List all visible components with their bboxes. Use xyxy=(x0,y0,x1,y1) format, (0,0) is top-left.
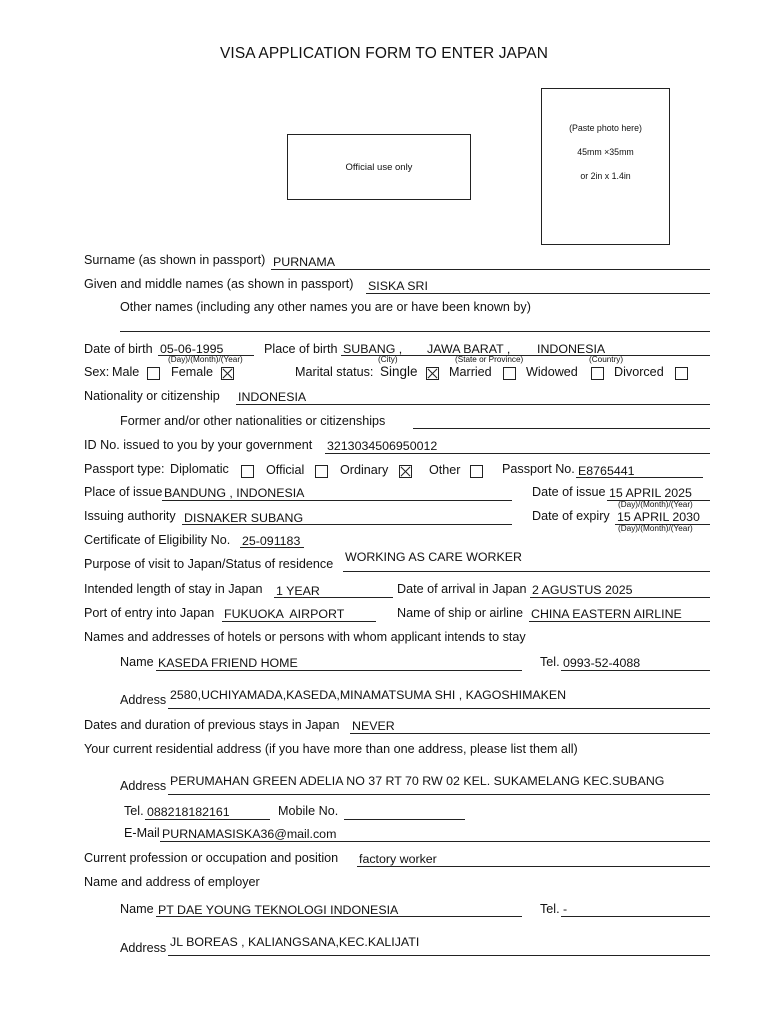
id-no-line xyxy=(325,453,710,454)
tel-label: Tel. xyxy=(124,804,144,818)
other-names-label: Other names (including any other names you are or have been known by) xyxy=(120,300,531,314)
sex-female-label: Female xyxy=(171,365,213,379)
hotels-header: Names and addresses of hotels or persons with whom applicant intends to stay xyxy=(84,630,526,644)
previous-stays-label: Dates and duration of previous stays in Japan xyxy=(84,718,340,732)
ship-airline-line xyxy=(529,621,710,622)
nationality-value[interactable]: INDONESIA xyxy=(238,390,307,404)
current-address-value[interactable]: PERUMAHAN GREEN ADELIA NO 37 RT 70 RW 02 KEL. SUKAMELANG KEC.SUBANG xyxy=(170,774,665,788)
length-of-stay-line xyxy=(274,597,393,598)
other-names-line xyxy=(120,331,710,332)
dob-label: Date of birth xyxy=(84,342,153,356)
issuing-authority-label: Issuing authority xyxy=(84,509,176,523)
hotel-address-value[interactable]: 2580,UCHIYAMADA,KASEDA,MINAMATSUMA SHI , KAGOSHIMAKEN xyxy=(170,688,567,702)
pob-country-value[interactable]: INDONESIA xyxy=(537,342,606,356)
profession-value[interactable]: factory worker xyxy=(359,852,437,866)
port-of-entry-line xyxy=(222,621,376,622)
length-of-stay-value[interactable]: 1 YEAR xyxy=(276,584,320,598)
date-of-arrival-line xyxy=(530,597,710,598)
pob-state-hint: (State or Province) xyxy=(455,355,524,364)
current-address-header: Your current residential address (if you have more than one address, please list them all) xyxy=(84,742,578,756)
date-of-expiry-hint: (Day)/(Month)/(Year) xyxy=(618,524,693,533)
email-line xyxy=(160,841,710,842)
surname-value[interactable]: PURNAMA xyxy=(273,255,335,269)
employer-tel-label: Tel. xyxy=(540,902,560,916)
email-label: E-Mail xyxy=(124,826,160,840)
marital-widowed-checkbox[interactable] xyxy=(591,367,604,380)
passport-other-label: Other xyxy=(429,463,461,477)
official-use-label: Official use only xyxy=(345,162,413,173)
pob-city-value[interactable]: SUBANG , xyxy=(343,342,403,356)
given-names-line xyxy=(366,293,710,294)
place-of-issue-label: Place of issue xyxy=(84,485,163,499)
marital-divorced-checkbox[interactable] xyxy=(675,367,688,380)
marital-single-label: Single xyxy=(380,364,418,379)
surname-label: Surname (as shown in passport) xyxy=(84,253,266,267)
port-of-entry-value[interactable]: FUKUOKA AIRPORT xyxy=(224,607,345,621)
length-of-stay-label: Intended length of stay in Japan xyxy=(84,582,263,596)
previous-stays-value[interactable]: NEVER xyxy=(352,719,395,733)
mobile-no-line xyxy=(344,819,465,820)
date-of-issue-label: Date of issue xyxy=(532,485,606,499)
hotel-tel-line xyxy=(561,670,710,671)
photo-instruction: (Paste photo here) xyxy=(569,123,642,133)
marital-widowed-label: Widowed xyxy=(526,365,578,379)
profession-label: Current profession or occupation and position xyxy=(84,851,339,865)
purpose-label: Purpose of visit to Japan/Status of residence xyxy=(84,557,334,571)
pob-label: Place of birth xyxy=(264,342,338,356)
official-use-box xyxy=(287,134,471,200)
passport-no-label: Passport No. xyxy=(502,462,575,476)
previous-stays-line xyxy=(350,733,710,734)
date-of-issue-value[interactable]: 15 APRIL 2025 xyxy=(609,486,692,500)
place-of-issue-line xyxy=(162,500,512,501)
hotel-name-line xyxy=(156,670,522,671)
id-no-value[interactable]: 3213034506950012 xyxy=(327,439,438,453)
passport-no-line xyxy=(576,477,703,478)
profession-line xyxy=(357,866,710,867)
purpose-value[interactable]: WORKING AS CARE WORKER xyxy=(345,550,522,564)
sex-male-label: Male xyxy=(112,365,140,379)
current-address-label: Address xyxy=(120,779,167,793)
former-nationalities-label: Former and/or other nationalities or citizenships xyxy=(120,414,386,428)
current-address-line xyxy=(168,794,710,795)
nationality-label: Nationality or citizenship xyxy=(84,389,220,403)
mobile-no-label: Mobile No. xyxy=(278,804,339,818)
coe-value[interactable]: 25-091183 xyxy=(242,534,301,548)
marital-divorced-label: Divorced xyxy=(614,365,664,379)
purpose-line xyxy=(343,571,710,572)
form-title: VISA APPLICATION FORM TO ENTER JAPAN xyxy=(219,45,549,62)
passport-diplomatic-label: Diplomatic xyxy=(170,462,229,476)
place-of-issue-value[interactable]: BANDUNG , INDONESIA xyxy=(164,486,305,500)
sex-female-checkbox[interactable] xyxy=(221,367,234,380)
date-of-arrival-value[interactable]: 2 AGUSTUS 2025 xyxy=(532,583,633,597)
passport-official-checkbox[interactable] xyxy=(315,465,328,478)
coe-label: Certificate of Eligibility No. xyxy=(84,533,231,547)
employer-name-label: Name xyxy=(120,902,154,916)
passport-no-value[interactable]: E8765441 xyxy=(578,464,635,478)
id-no-label: ID No. issued to you by your government xyxy=(84,438,313,452)
sex-male-checkbox[interactable] xyxy=(147,367,160,380)
former-nationalities-line xyxy=(413,428,710,429)
port-of-entry-label: Port of entry into Japan xyxy=(84,606,215,620)
employer-tel-value[interactable]: - xyxy=(563,902,568,916)
ship-airline-label: Name of ship or airline xyxy=(397,606,523,620)
photo-size-mm: 45mm ×35mm xyxy=(577,147,634,157)
marital-single-checkbox[interactable] xyxy=(426,367,439,380)
surname-line xyxy=(271,269,710,270)
passport-other-checkbox[interactable] xyxy=(470,465,483,478)
photo-box[interactable] xyxy=(541,88,670,245)
employer-tel-line xyxy=(561,916,710,917)
employer-header: Name and address of employer xyxy=(84,875,260,889)
date-of-issue-hint: (Day)/(Month)/(Year) xyxy=(618,500,693,509)
pob-state-value[interactable]: JAWA BARAT , xyxy=(427,342,511,356)
hotel-name-value[interactable]: KASEDA FRIEND HOME xyxy=(158,656,298,670)
issuing-authority-line xyxy=(182,524,512,525)
date-of-expiry-value[interactable]: 15 APRIL 2030 xyxy=(617,510,700,524)
hotel-name-label: Name xyxy=(120,655,154,669)
pob-city-hint: (City) xyxy=(378,355,398,364)
marital-married-checkbox[interactable] xyxy=(503,367,516,380)
passport-official-label: Official xyxy=(266,463,305,477)
given-names-value[interactable]: SISKA SRI xyxy=(368,279,428,293)
employer-name-line xyxy=(156,916,522,917)
pob-country-hint: (Country) xyxy=(589,355,624,364)
email-value[interactable]: PURNAMASISKA36@mail.com xyxy=(162,827,337,841)
marital-married-label: Married xyxy=(449,365,492,379)
dob-value[interactable]: 05-06-1995 xyxy=(160,342,224,356)
nationality-line xyxy=(236,404,710,405)
hotel-address-label: Address xyxy=(120,693,167,707)
hotel-tel-value[interactable]: 0993-52-4088 xyxy=(563,656,641,670)
date-of-expiry-label: Date of expiry xyxy=(532,509,610,523)
passport-diplomatic-checkbox[interactable] xyxy=(241,465,254,478)
passport-type-label: Passport type: xyxy=(84,462,165,476)
coe-line xyxy=(240,547,304,548)
dob-format-hint: (Day)/(Month)/(Year) xyxy=(168,355,243,364)
issuing-authority-value[interactable]: DISNAKER SUBANG xyxy=(184,511,304,525)
tel-line xyxy=(145,819,270,820)
marital-status-label: Marital status: xyxy=(295,365,374,379)
hotel-address-line xyxy=(168,708,710,709)
employer-name-value[interactable]: PT DAE YOUNG TEKNOLOGI INDONESIA xyxy=(158,903,399,917)
ship-airline-value[interactable]: CHINA EASTERN AIRLINE xyxy=(531,607,682,621)
employer-address-line xyxy=(168,955,710,956)
given-names-label: Given and middle names (as shown in passport) xyxy=(84,277,354,291)
date-of-arrival-label: Date of arrival in Japan xyxy=(397,582,527,596)
tel-value[interactable]: 088218182161 xyxy=(147,805,230,819)
sex-label: Sex: xyxy=(84,365,110,379)
hotel-tel-label: Tel. xyxy=(540,655,560,669)
passport-ordinary-label: Ordinary xyxy=(340,463,389,477)
employer-address-label: Address xyxy=(120,941,167,955)
employer-address-value[interactable]: JL BOREAS , KALIANGSANA,KEC.KALIJATI xyxy=(170,935,420,949)
passport-ordinary-checkbox[interactable] xyxy=(399,465,412,478)
photo-size-in: or 2in x 1.4in xyxy=(580,171,631,181)
